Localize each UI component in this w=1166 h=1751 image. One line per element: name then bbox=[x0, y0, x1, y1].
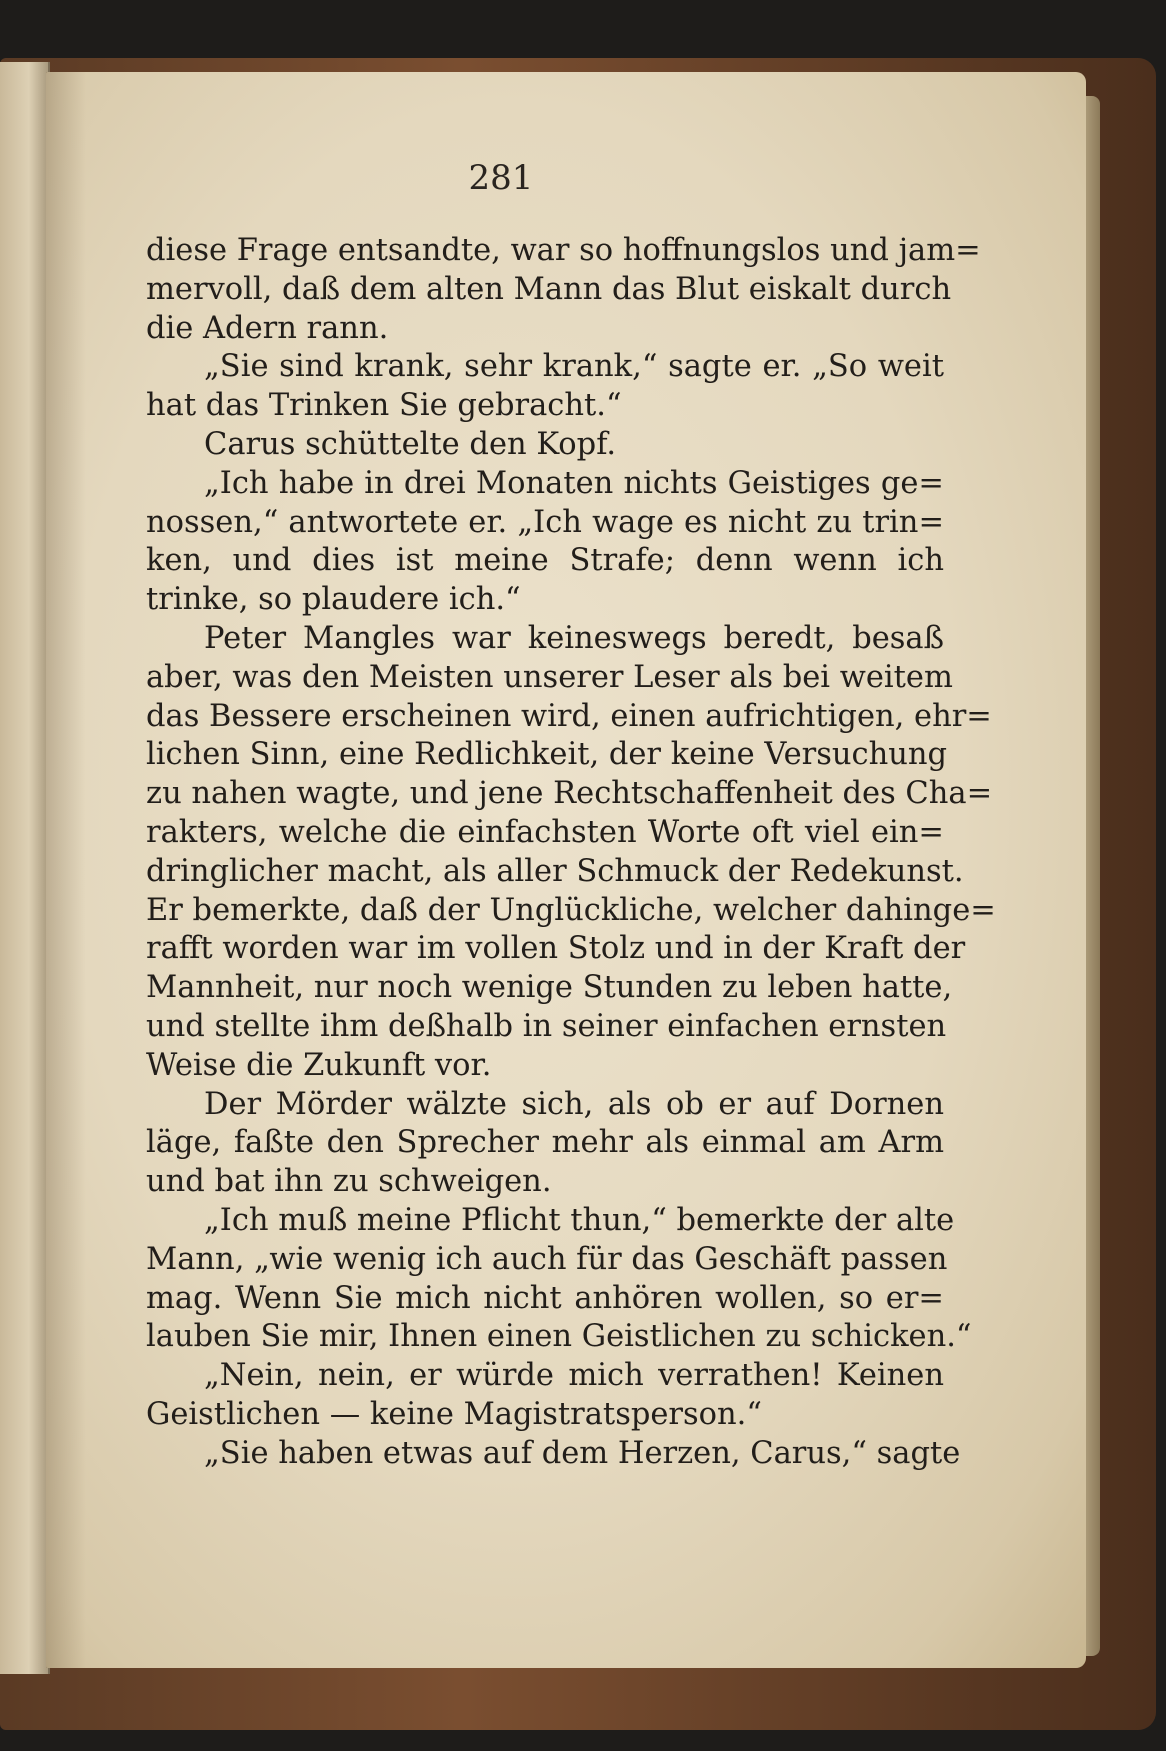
text-line: diese Frage entsandte, war so hoffnungslos und jam= bbox=[146, 233, 981, 268]
text-line: mervoll, daß dem alten Mann das Blut eiskalt durch bbox=[146, 271, 952, 307]
text-line: hat das Trinken Sie gebracht.“ bbox=[146, 388, 622, 424]
text-line: Peter Mangles war keineswegs beredt, besaß bbox=[204, 620, 944, 656]
text-line: Carus schüttelte den Kopf. bbox=[204, 426, 617, 462]
page-number: 281 bbox=[468, 158, 534, 198]
text-line: lichen Sinn, eine Redlichkeit, der keine Versuchung bbox=[146, 737, 948, 773]
text-line: nossen,“ antwortete er. „Ich wage es nicht zu trin= bbox=[146, 504, 944, 540]
text-line: rafft worden war im vollen Stolz und in der Kraft der bbox=[146, 931, 966, 967]
text-line: ken, und dies ist meine Strafe; denn wenn ich bbox=[146, 543, 944, 579]
text-line: „Ich habe in drei Monaten nichts Geistiges ge= bbox=[204, 465, 944, 501]
spine-shadow bbox=[46, 72, 86, 1668]
text-line: Er bemerkte, daß der Unglückliche, welcher dahinge= bbox=[146, 892, 996, 928]
text-line: trinke, so plaudere ich.“ bbox=[146, 582, 521, 618]
text-line: Mann, „wie wenig ich auch für das Geschäft passen bbox=[146, 1241, 948, 1277]
text-line: rakters, welche die einfachsten Worte oft viel ein= bbox=[146, 814, 944, 850]
text-line: und bat ihn zu schweigen. bbox=[146, 1164, 552, 1200]
text-line: und stellte ihm deßhalb in seiner einfachen ernsten bbox=[146, 1008, 947, 1044]
text-line: Der Mörder wälzte sich, als ob er auf Dornen bbox=[204, 1086, 944, 1122]
text-line: dringlicher macht, als aller Schmuck der Redekunst. bbox=[146, 853, 964, 889]
text-line: zu nahen wagte, und jene Rechtschaffenheit des Cha= bbox=[146, 776, 993, 812]
body-text bbox=[146, 232, 996, 1474]
text-line: „Sie sind krank, sehr krank,“ sagte er. „So weit bbox=[204, 349, 944, 385]
text-line: „Ich muß meine Pflicht thun,“ bemerkte der alte bbox=[204, 1202, 955, 1238]
facing-page-edge bbox=[0, 62, 50, 1674]
text-line: das Bessere erscheinen wird, einen aufrichtigen, ehr= bbox=[146, 698, 992, 734]
text-line: Geistlichen — keine Magistratsperson.“ bbox=[146, 1396, 762, 1432]
text-line: „Sie haben etwas auf dem Herzen, Carus,“ sagte bbox=[204, 1435, 961, 1471]
text-line: lauben Sie mir, Ihnen einen Geistlichen zu schicken.“ bbox=[146, 1319, 972, 1355]
text-line: die Adern rann. bbox=[146, 310, 389, 346]
text-line: Mannheit, nur noch wenige Stunden zu leben hatte, bbox=[146, 970, 953, 1006]
text-line: mag. Wenn Sie mich nicht anhören wollen, so er= bbox=[146, 1280, 944, 1316]
text-line: aber, was den Meisten unserer Leser als bei weitem bbox=[146, 659, 953, 695]
text-line: Weise die Zukunft vor. bbox=[146, 1047, 492, 1083]
text-line: läge, faßte den Sprecher mehr als einmal am Arm bbox=[146, 1125, 944, 1161]
text-line: „Nein, nein, er würde mich verrathen! Keinen bbox=[204, 1358, 944, 1394]
